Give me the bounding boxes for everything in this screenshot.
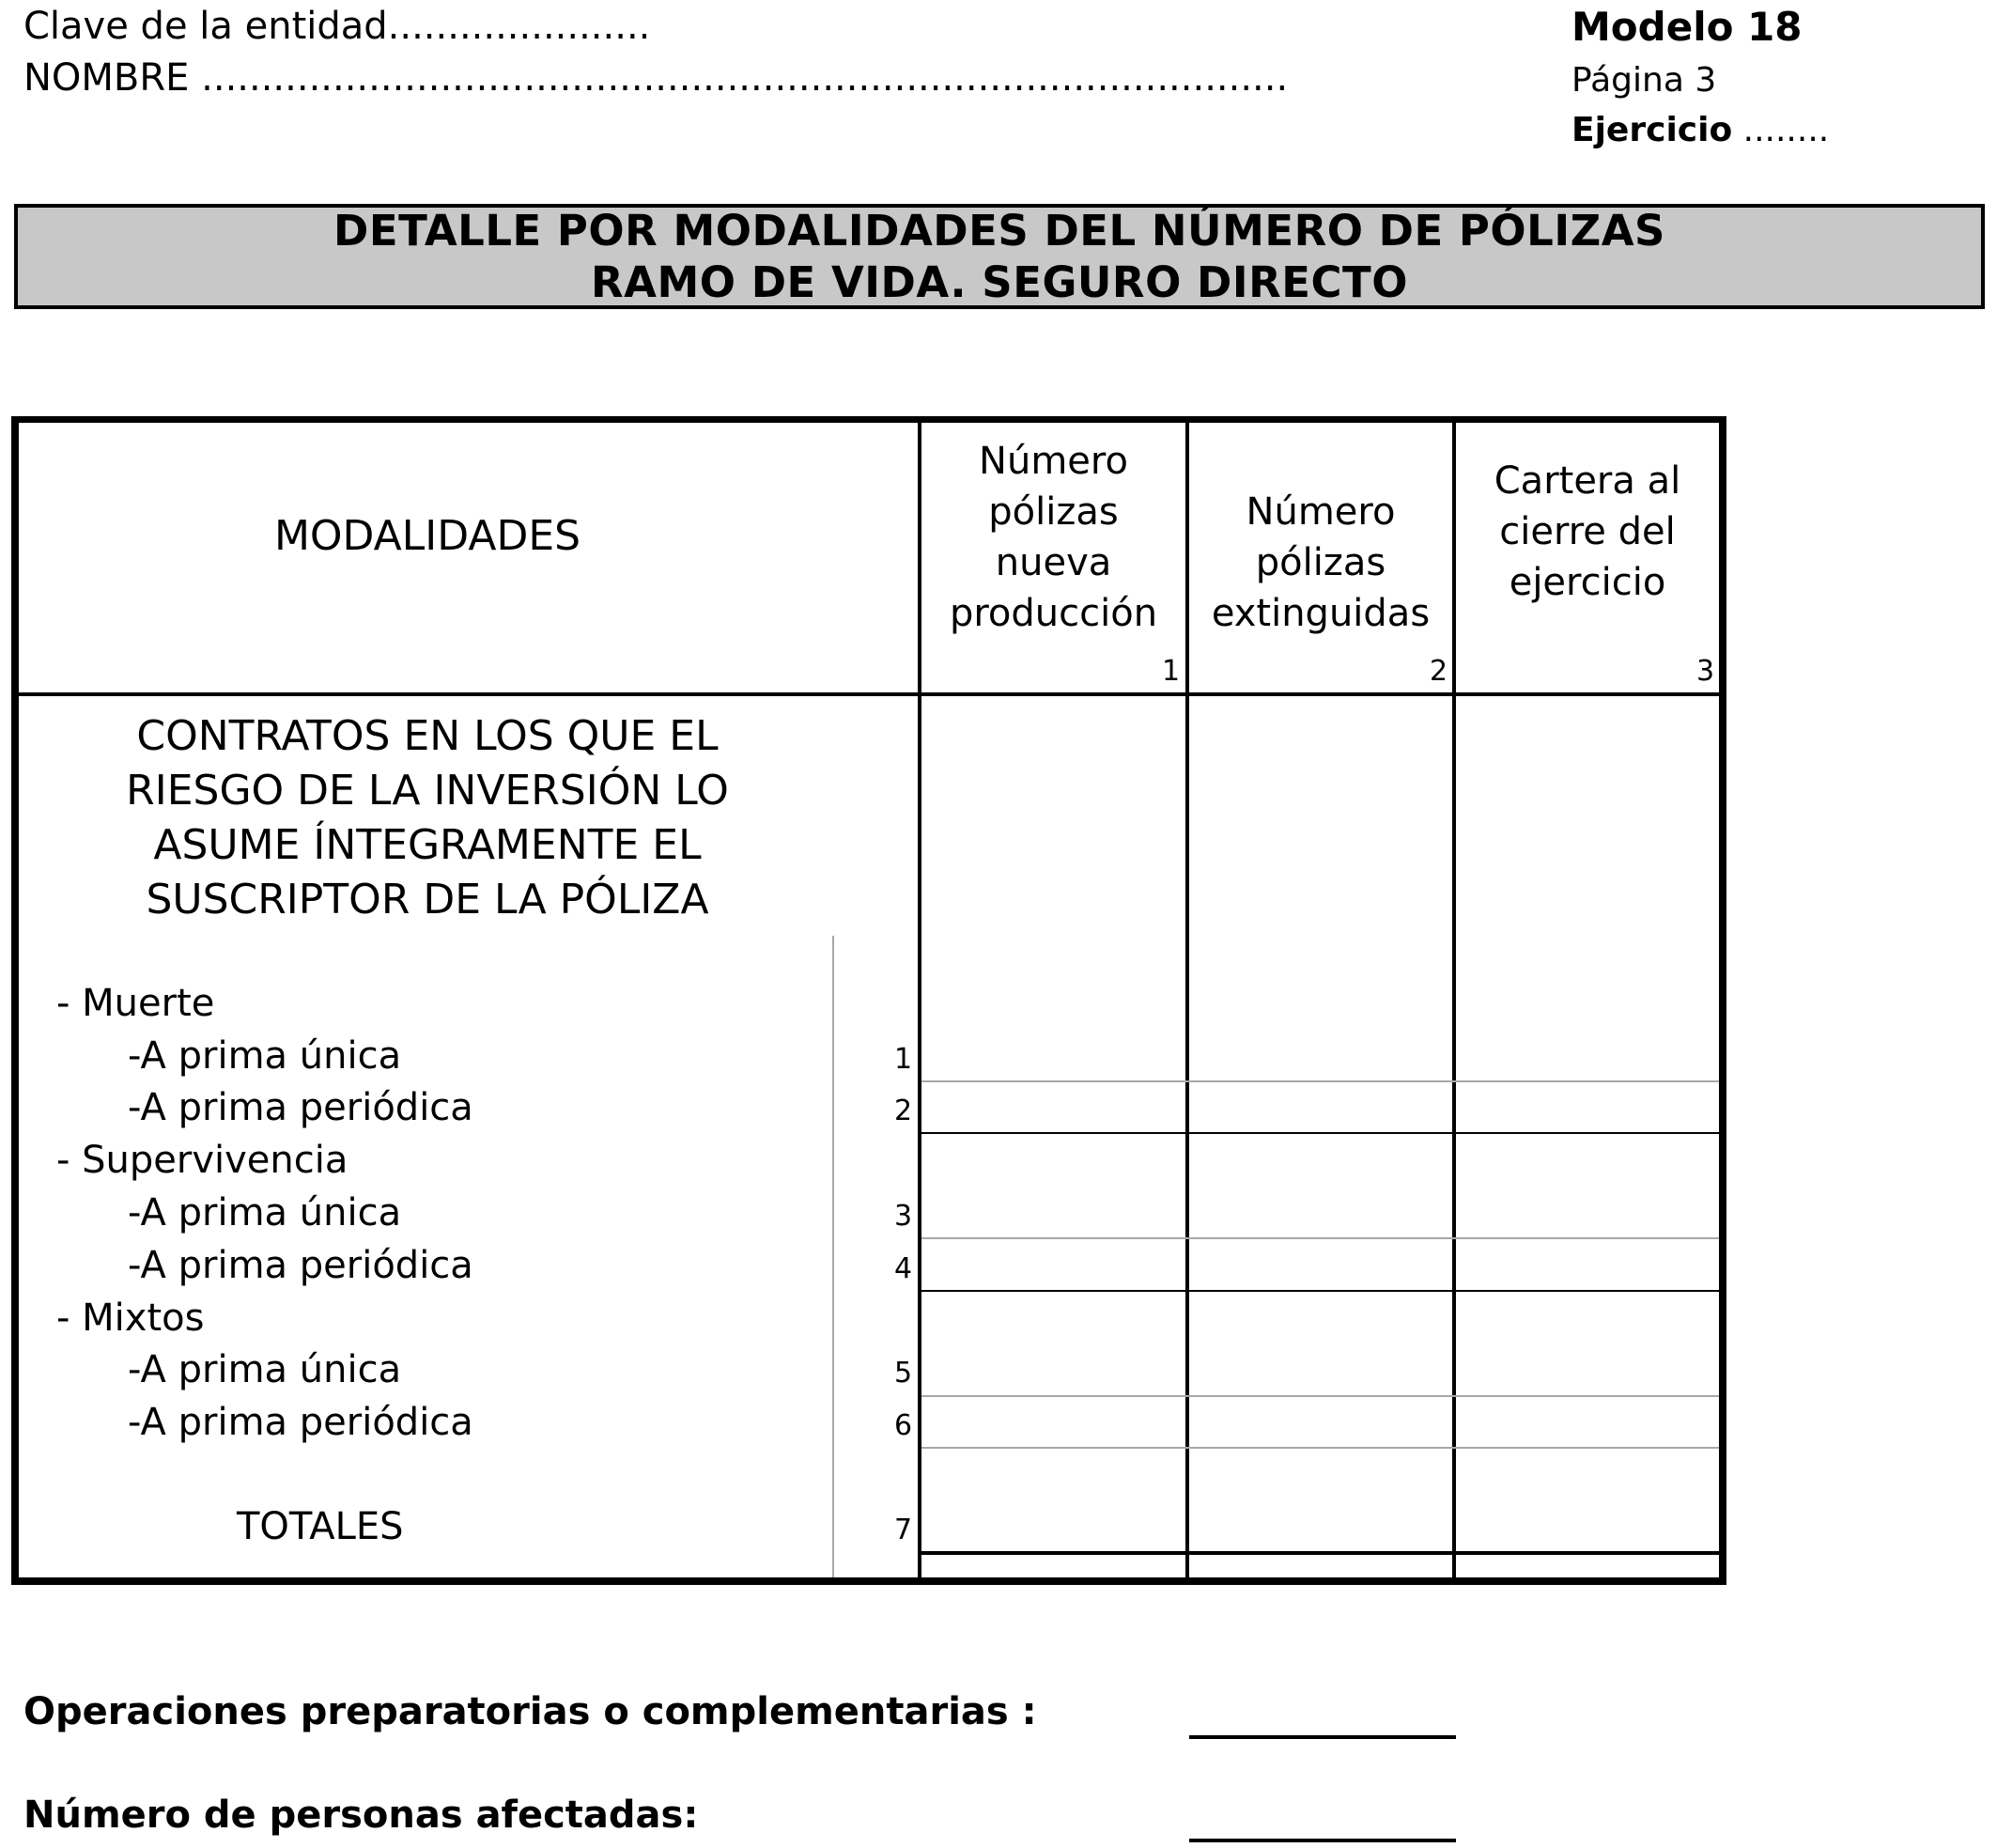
- table-border-bottom: [11, 1577, 1726, 1585]
- row-line-1: [921, 1080, 1719, 1082]
- title-banner: [14, 204, 1985, 309]
- personas-label: Número de personas afectadas:: [23, 1794, 699, 1837]
- totals-label: TOTALES: [237, 1505, 404, 1548]
- row-label: -A prima única: [128, 1034, 402, 1078]
- section-title-line: SUSCRIPTOR DE LA PÓLIZA: [146, 876, 709, 924]
- row-label: -A prima única: [128, 1191, 402, 1235]
- row-label: -A prima periódica: [128, 1401, 473, 1444]
- column-header-2-line: pólizas: [1255, 541, 1386, 584]
- column-number-1: 1: [1162, 655, 1181, 688]
- row-line-2: [921, 1132, 1719, 1134]
- nombre-label: NOMBRE ...........................................................................................: [23, 56, 1289, 100]
- section-title-line: RIESGO DE LA INVERSIÓN LO: [126, 767, 729, 815]
- section-title-line: ASUME ÍNTEGRAMENTE EL: [153, 821, 702, 869]
- column-header-1-line: nueva: [995, 541, 1112, 584]
- column-header-1: [921, 436, 1185, 639]
- row-number: 5: [894, 1357, 913, 1390]
- ejercicio-label: Ejercicio: [1571, 111, 1733, 149]
- table-border-left: [11, 416, 19, 1585]
- column-header-3: [1456, 456, 1719, 608]
- column-number-2: 2: [1430, 655, 1448, 688]
- row-line-5: [921, 1395, 1719, 1397]
- title-line-1: DETALLE POR MODALIDADES DEL NÚMERO DE PÓLIZAS: [333, 206, 1665, 256]
- table-border-top: [11, 416, 1726, 423]
- row-number: 6: [894, 1409, 913, 1442]
- column-header-2: [1189, 487, 1452, 639]
- header-separator: [11, 692, 1726, 696]
- column-number-3: 3: [1696, 655, 1715, 688]
- row-number: 1: [894, 1043, 913, 1076]
- row-line-3: [921, 1237, 1719, 1239]
- row-line-4: [921, 1290, 1719, 1292]
- pagina-label: Página 3: [1571, 61, 1717, 100]
- personas-blank-line[interactable]: [1189, 1839, 1456, 1842]
- section-title-line: CONTRATOS EN LOS QUE EL: [136, 712, 719, 760]
- modelo-label: Modelo 18: [1571, 4, 1803, 50]
- ejercicio-dots: ........: [1742, 111, 1830, 149]
- row-number: 3: [894, 1200, 913, 1233]
- table-border-right: [1719, 416, 1726, 1585]
- modalidades-header: MODALIDADES: [273, 512, 581, 560]
- row-number-divider: [832, 936, 834, 1577]
- column-header-1-line: pólizas: [988, 490, 1119, 534]
- operaciones-blank-line[interactable]: [1189, 1735, 1456, 1739]
- row-label: -A prima única: [128, 1348, 402, 1391]
- column-header-3-line: ejercicio: [1509, 561, 1666, 604]
- title-line-2: RAMO DE VIDA. SEGURO DIRECTO: [591, 257, 1408, 307]
- column-header-2-line: Número: [1246, 490, 1396, 534]
- column-header-3-line: cierre del: [1499, 510, 1676, 553]
- totals-line: [921, 1551, 1719, 1555]
- row-label: -A prima periódica: [128, 1244, 473, 1287]
- totals-number: 7: [894, 1514, 913, 1546]
- clave-entidad-label: Clave de la entidad......................: [23, 5, 651, 48]
- group-mixtos: - Mixtos: [56, 1297, 205, 1340]
- section-title: [38, 709, 817, 927]
- column-header-1-line: producción: [949, 592, 1158, 635]
- ejercicio-field: [1571, 111, 1829, 149]
- group-supervivencia: - Supervivencia: [56, 1139, 348, 1182]
- group-muerte: - Muerte: [56, 982, 215, 1025]
- column-header-3-line: Cartera al: [1494, 459, 1681, 503]
- row-number: 2: [894, 1095, 913, 1127]
- row-line-6: [921, 1447, 1719, 1449]
- column-header-2-line: extinguidas: [1211, 592, 1431, 635]
- column-header-1-line: Número: [979, 440, 1128, 483]
- row-number: 4: [894, 1252, 913, 1285]
- row-label: -A prima periódica: [128, 1086, 473, 1129]
- operaciones-label: Operaciones preparatorias o complementarias :: [23, 1690, 1037, 1733]
